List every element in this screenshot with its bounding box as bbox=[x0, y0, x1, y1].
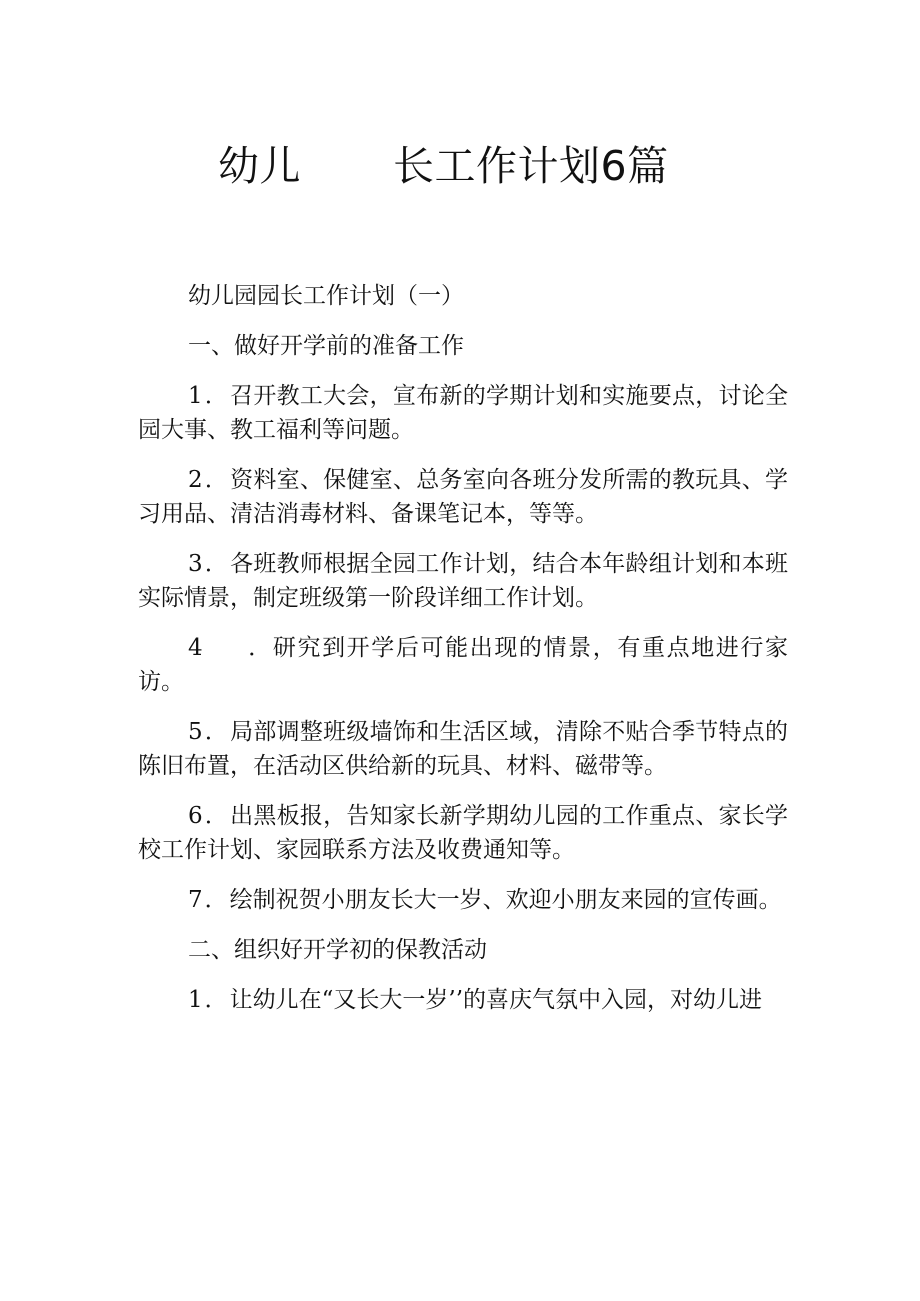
title-part-2: 长工作计划6篇 bbox=[393, 142, 669, 190]
list-item: 7．绘制祝贺小朋友长大一岁、欢迎小朋友来园的宣传画。 bbox=[188, 887, 782, 913]
list-item: 1．召开教工大会，宣布新的学期计划和实施要点，讨论全园大事、教工福利等问题。 bbox=[138, 383, 789, 443]
list-item: 4 ．研究到开学后可能出现的情景，有重点地进行家访。 bbox=[138, 635, 788, 695]
list-item: 6．出黑板报，告知家长新学期幼儿园的工作重点、家长学校工作计划、家园联系方法及收费通知等。 bbox=[138, 803, 789, 863]
title-part-1: 幼儿 bbox=[218, 142, 301, 190]
document-body bbox=[138, 279, 788, 1033]
section-heading: 幼儿园园长工作计划（一） bbox=[188, 283, 464, 309]
list-item: 1．让幼儿在“又长大一岁’’的喜庆气氛中入园，对幼儿进 bbox=[188, 987, 763, 1013]
list-item: 2．资料室、保健室、总务室向各班分发所需的教玩具、学习用品、清洁消毒材料、备课笔记本，等等。 bbox=[138, 467, 789, 527]
document-title bbox=[218, 138, 738, 194]
subsection-heading: 一、做好开学前的准备工作 bbox=[188, 333, 464, 359]
list-item: 5．局部调整班级墙饰和生活区域，清除不贴合季节特点的陈旧布置，在活动区供给新的玩具、材料、磁带等。 bbox=[138, 719, 789, 779]
list-item: 3．各班教师根据全园工作计划，结合本年龄组计划和本班实际情景，制定班级第一阶段详细工作计划。 bbox=[138, 551, 789, 611]
subsection-heading: 二、组织好开学初的保教活动 bbox=[188, 937, 487, 963]
